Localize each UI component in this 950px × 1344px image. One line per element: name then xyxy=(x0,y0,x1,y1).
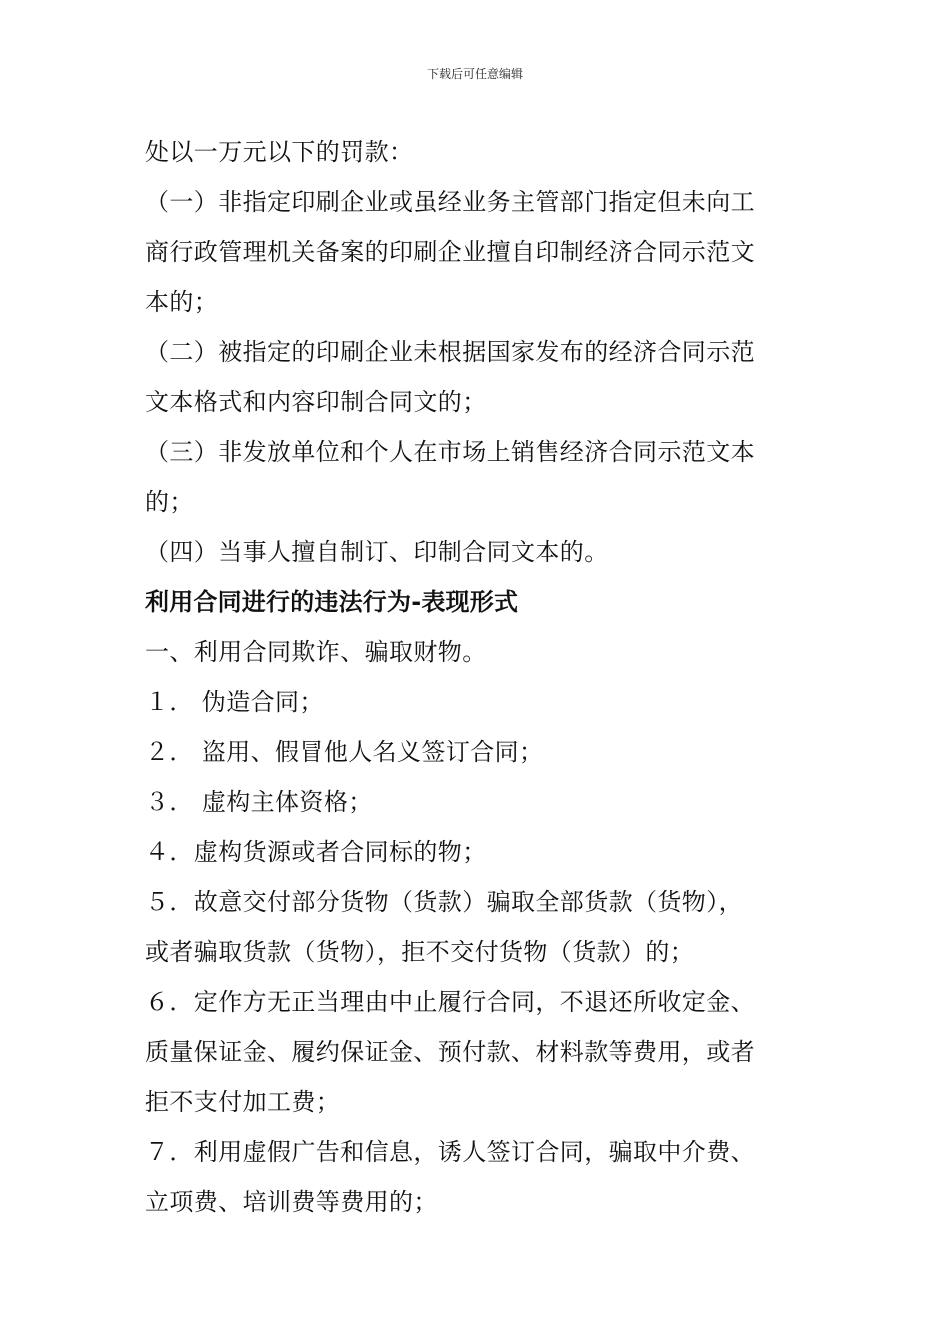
body-line: （二）被指定的印刷企业未根据国家发布的经济合同示范 xyxy=(145,338,755,366)
section-line: 拒不支付加工费； xyxy=(145,1088,341,1116)
section-line: ６．定作方无正当理由中止履行合同，不退还所收定金、 xyxy=(145,988,755,1016)
section-line: ３． 虚构主体资格； xyxy=(145,788,373,816)
body-line: 商行政管理机关备案的印刷企业擅自印制经济合同示范文 xyxy=(145,238,755,266)
document-body xyxy=(145,127,825,1227)
body-line: （一）非指定印刷企业或虽经业务主管部门指定但未向工 xyxy=(145,188,755,216)
body-line: 处以一万元以下的罚款： xyxy=(145,138,414,166)
body-line: 的； xyxy=(145,488,194,516)
section-line: ７．利用虚假广告和信息，诱人签订合同，骗取中介费、 xyxy=(145,1138,755,1166)
body-line: 文本格式和内容印制合同文的； xyxy=(145,388,487,416)
body-line: （三）非发放单位和个人在市场上销售经济合同示范文本 xyxy=(145,438,755,466)
page-header-note: 下载后可任意编辑 xyxy=(426,67,523,81)
section-line: １． 伪造合同； xyxy=(145,688,324,716)
section-line: 一、利用合同欺诈、骗取财物。 xyxy=(145,638,487,666)
section-line: ２． 盗用、假冒他人名义签订合同； xyxy=(145,738,544,766)
section-line: 质量保证金、履约保证金、预付款、材料款等费用，或者 xyxy=(145,1038,755,1066)
body-line: 本的； xyxy=(145,288,219,316)
section-line: ５．故意交付部分货物（货款）骗取全部货款（货物）， xyxy=(145,888,743,916)
section-line: 或者骗取货款（货物），拒不交付货物（货款）的； xyxy=(145,938,695,966)
section-line: 立项费、培训费等费用的； xyxy=(145,1188,438,1216)
section-heading: 利用合同进行的违法行为-表现形式 xyxy=(145,588,519,616)
section-line: ４．虚构货源或者合同标的物； xyxy=(145,838,487,866)
body-line: （四）当事人擅自制订、印制合同文本的。 xyxy=(145,538,609,566)
